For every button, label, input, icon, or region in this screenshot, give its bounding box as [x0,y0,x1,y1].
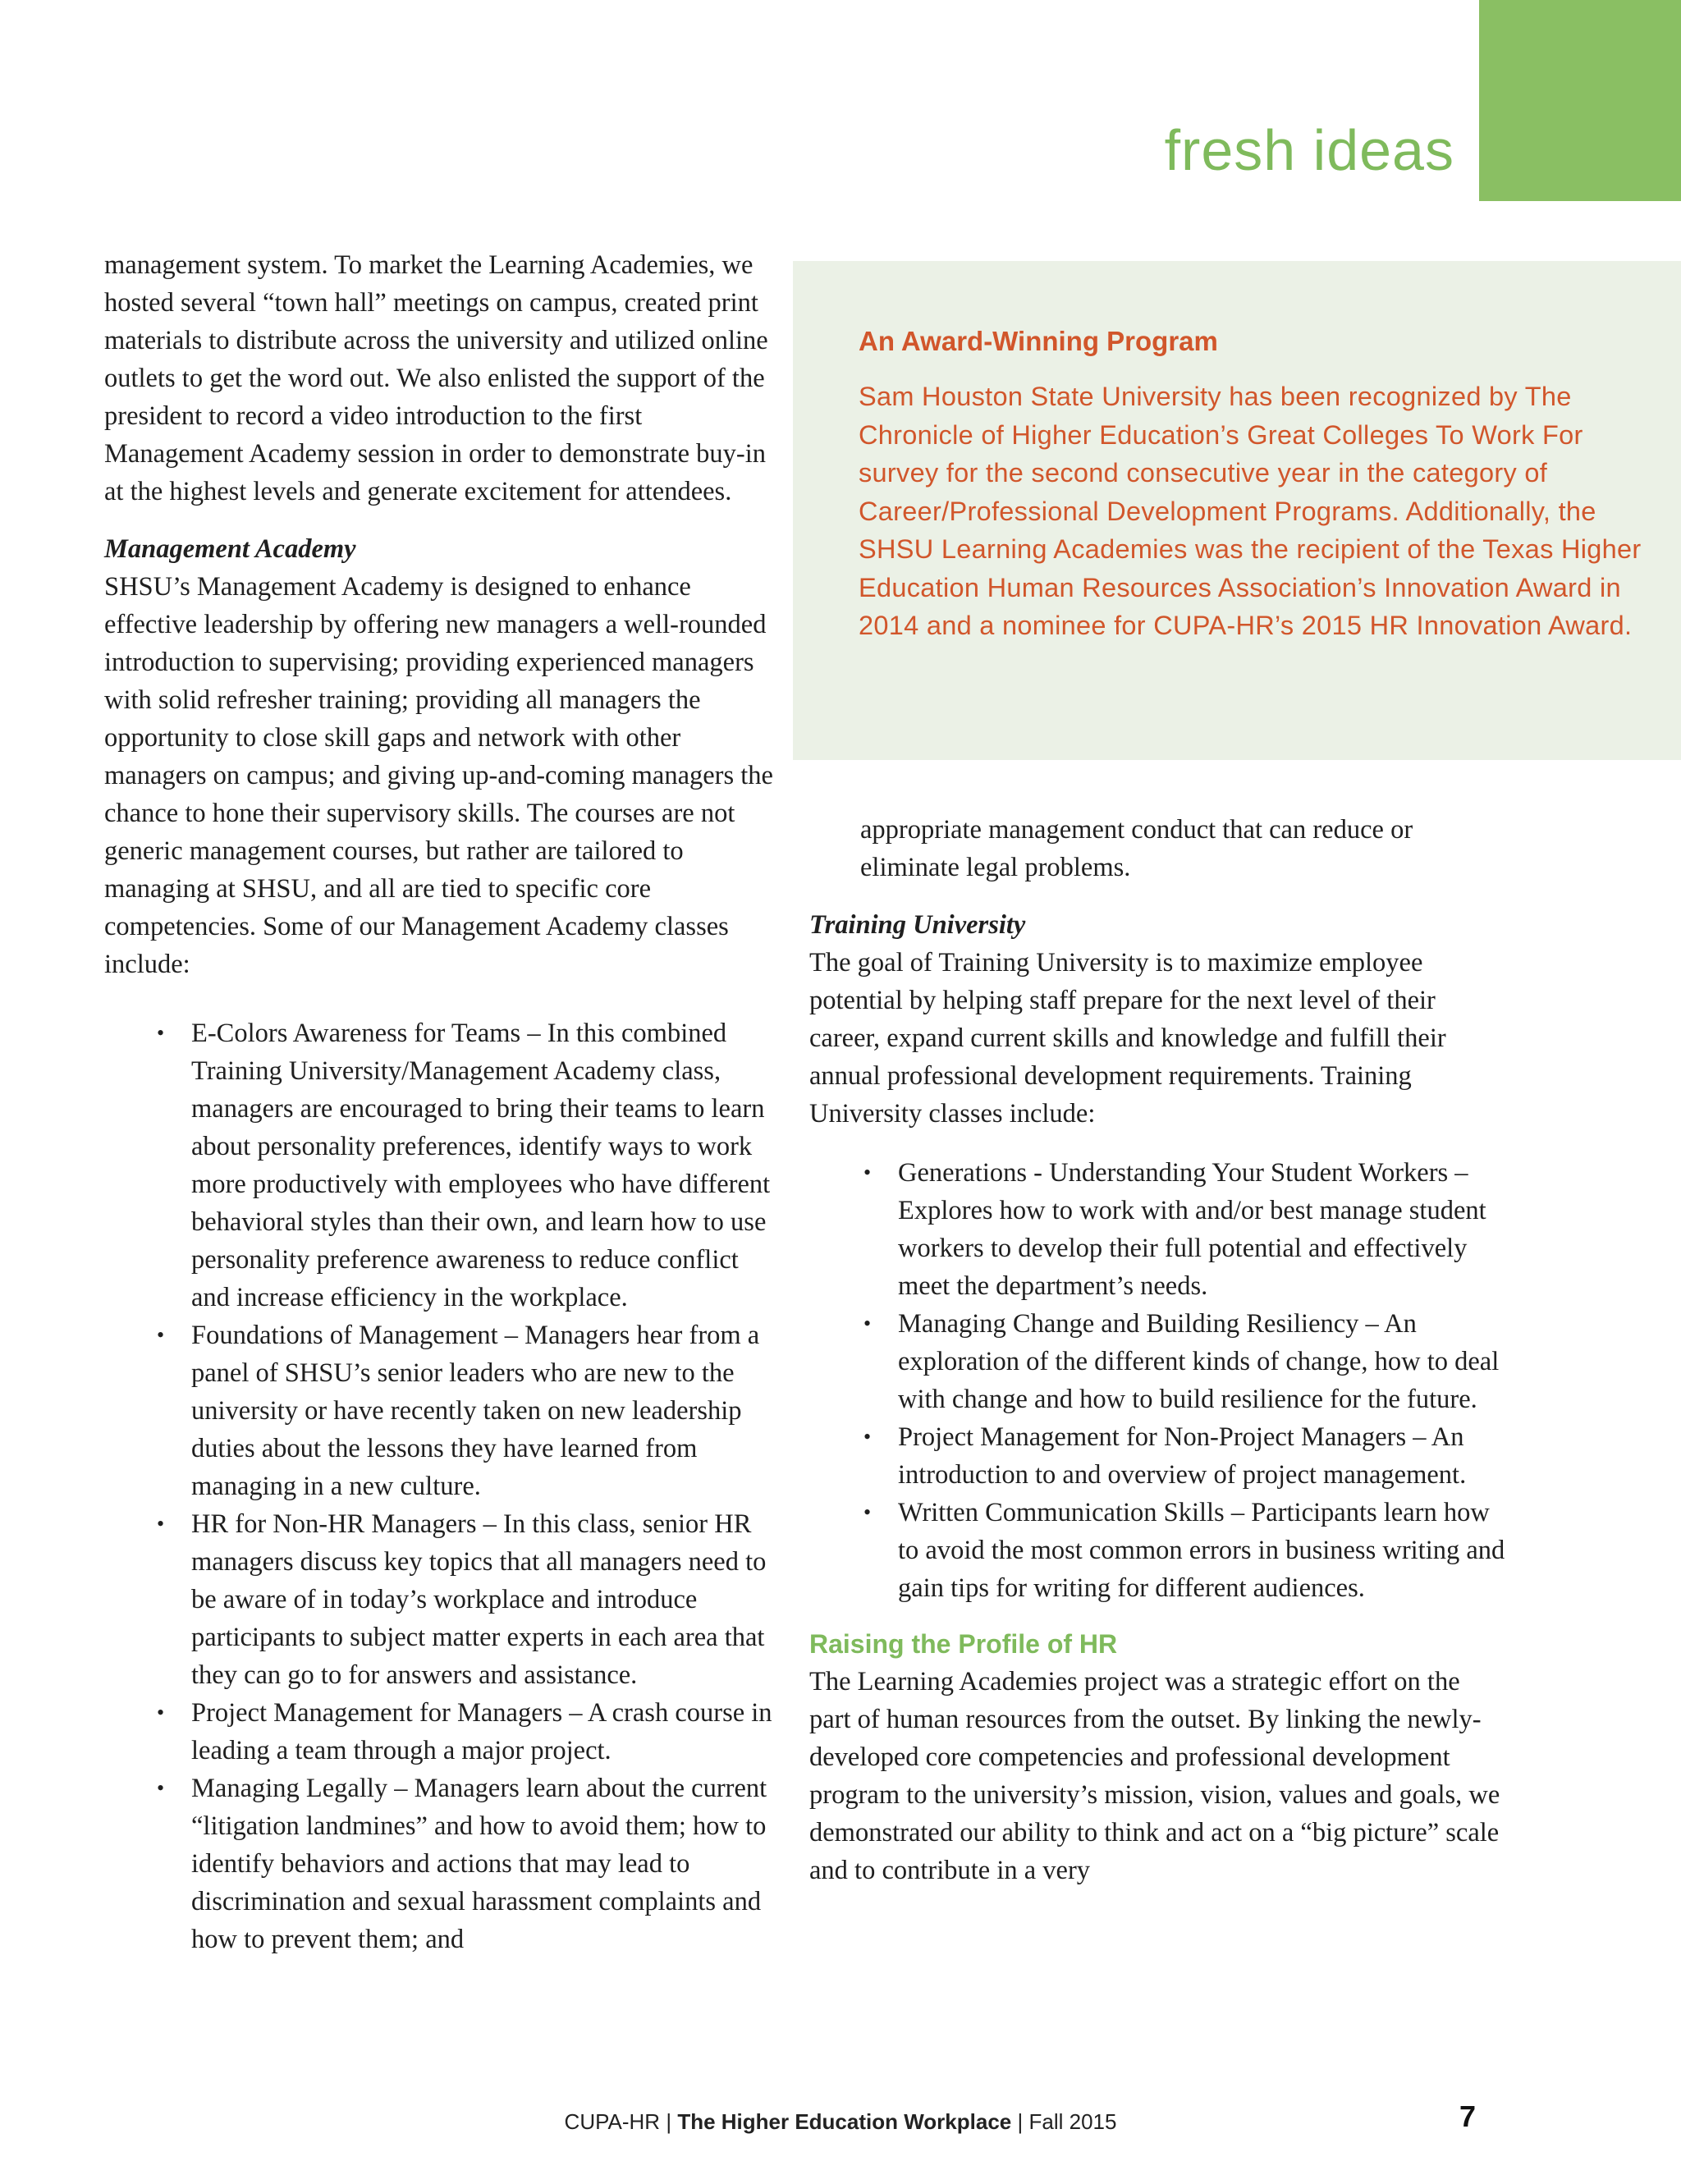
page-footer [0,2109,1681,2135]
list-item [157,1770,777,1958]
continuation-paragraph: appropriate management conduct that can reduce or eliminate legal problems. [860,815,1413,882]
list-item [863,1305,1507,1418]
list-item-text: E-Colors Awareness for Teams – In this combined Training University/Management Academy class, managers are encouraged to bring their teams to learn about personality preferences, identify ways to work more productively with employees who have different behavioral styles than their own, and learn how to use personality preference awareness to reduce conflict and increase efficiency in the workplace. [191,1019,771,1312]
award-sidebar-panel [793,261,1681,760]
footer-org: CUPA-HR [564,2109,661,2134]
section-title: fresh ideas [1164,118,1454,182]
management-academy-body: SHSU’s Management Academy is designed to enhance effective leadership by offering new managers a well-rounded introduction to supervising; providing experienced managers with solid refresher training; providing all managers the opportunity to close skill gaps and network with other managers on campus; and giving up-and-coming managers the chance to hone their supervisory skills. The courses are not generic management courses, but rather are tailored to managing at SHSU, and all are tied to specific core competencies. Some of our Management Academy classes include: [104,572,773,979]
bullet-icon: • [863,1500,872,1524]
raising-profile-body: The Learning Academies project was a strategic effort on the part of human resources from the outset. By linking the newly-developed core competencies and professional development program to the university’s mission, vision, values and goals, we demonstrated our ability to think and act on a “big picture” scale and to contribute in a very [809,1667,1500,1885]
raising-profile-heading: Raising the Profile of HR [809,1629,1118,1659]
footer-publication: The Higher Education Workplace [677,2109,1012,2134]
bullet-icon: • [157,1323,165,1347]
training-university-heading: Training University [809,910,1026,940]
footer-issue: Fall 2015 [1028,2109,1117,2134]
list-item [157,1505,777,1694]
right-column [809,811,1507,1889]
list-item-text: Generations - Understanding Your Student Workers – Explores how to work with and/or best manage student workers to develop their full potential and effectively meet the department’s needs. [898,1158,1486,1301]
list-item [863,1494,1507,1607]
management-academy-heading: Management Academy [104,534,356,564]
management-class-list [104,1014,777,1958]
list-item-text: Project Management for Non-Project Managers – An introduction to and overview of project management. [898,1422,1467,1490]
bullet-icon: • [157,1021,165,1045]
bullet-icon: • [157,1512,165,1536]
list-item [157,1316,777,1505]
training-university-body: The goal of Training University is to maximize employee potential by helping staff prepare for the next level of their career, expand current skills and knowledge and fulfill their annual professional development requirements. Training University classes include: [809,948,1446,1129]
list-item-text: HR for Non-HR Managers – In this class, senior HR managers discuss key topics that all managers need to be aware of in today’s workplace and introduce participants to subject matter experts in each area that they can go to for answers and assistance. [191,1509,767,1690]
list-item [863,1154,1507,1305]
left-column [104,246,777,1958]
footer-separator: | [1017,2109,1024,2134]
list-item-text: Project Management for Managers – A crash course in leading a team through a major project. [191,1698,772,1765]
list-item [157,1014,777,1316]
training-class-list [809,1154,1507,1607]
list-item [157,1694,777,1770]
list-item-text: Managing Change and Building Resiliency – An exploration of the different kinds of change, how to deal with change and how to build resilience for the future. [898,1309,1500,1414]
award-panel-content [859,323,1655,645]
bullet-icon: • [863,1312,872,1335]
bullet-icon: • [157,1701,165,1724]
list-item-text: Foundations of Management – Managers hear from a panel of SHSU’s senior leaders who are new to the university or have recently taken on new leadership duties about the lessons they have learned from managing in a new culture. [191,1321,760,1501]
award-panel-body: Sam Houston State University has been recognized by The Chronicle of Higher Education’s Great Colleges To Work For survey for the second consecutive year in the category of Career/Professional Development Programs. Additionally, the SHSU Learning Academies was the recipient of the Texas Higher Education Human Resources Association’s Innovation Award in 2014 and a nominee for CUPA-HR’s 2015 HR Innovation Award. [859,382,1642,640]
list-item-text: Written Communication Skills – Participants learn how to avoid the most common errors in business writing and gain tips for writing for different audiences. [898,1498,1505,1603]
list-item-text: Managing Legally – Managers learn about the current “litigation landmines” and how to avoid them; how to identify behaviors and actions that may lead to discrimination and sexual harassment complaints and how to prevent them; and [191,1774,767,1954]
footer-separator: | [666,2109,672,2134]
intro-paragraph: management system. To market the Learning Academies, we hosted several “town hall” meetings on campus, created print materials to distribute across the university and utilized online outlets to get the word out. We also enlisted the support of the president to record a video introduction to the first Management Academy session in order to demonstrate buy-in at the highest levels and generate excitement for attendees. [104,250,768,506]
bullet-icon: • [157,1776,165,1800]
list-item [863,1418,1507,1494]
page-number: 7 [1459,2099,1477,2133]
green-corner-block [1479,0,1681,201]
bullet-icon: • [863,1425,872,1449]
award-panel-title: An Award-Winning Program [859,326,1218,356]
bullet-icon: • [863,1161,872,1184]
